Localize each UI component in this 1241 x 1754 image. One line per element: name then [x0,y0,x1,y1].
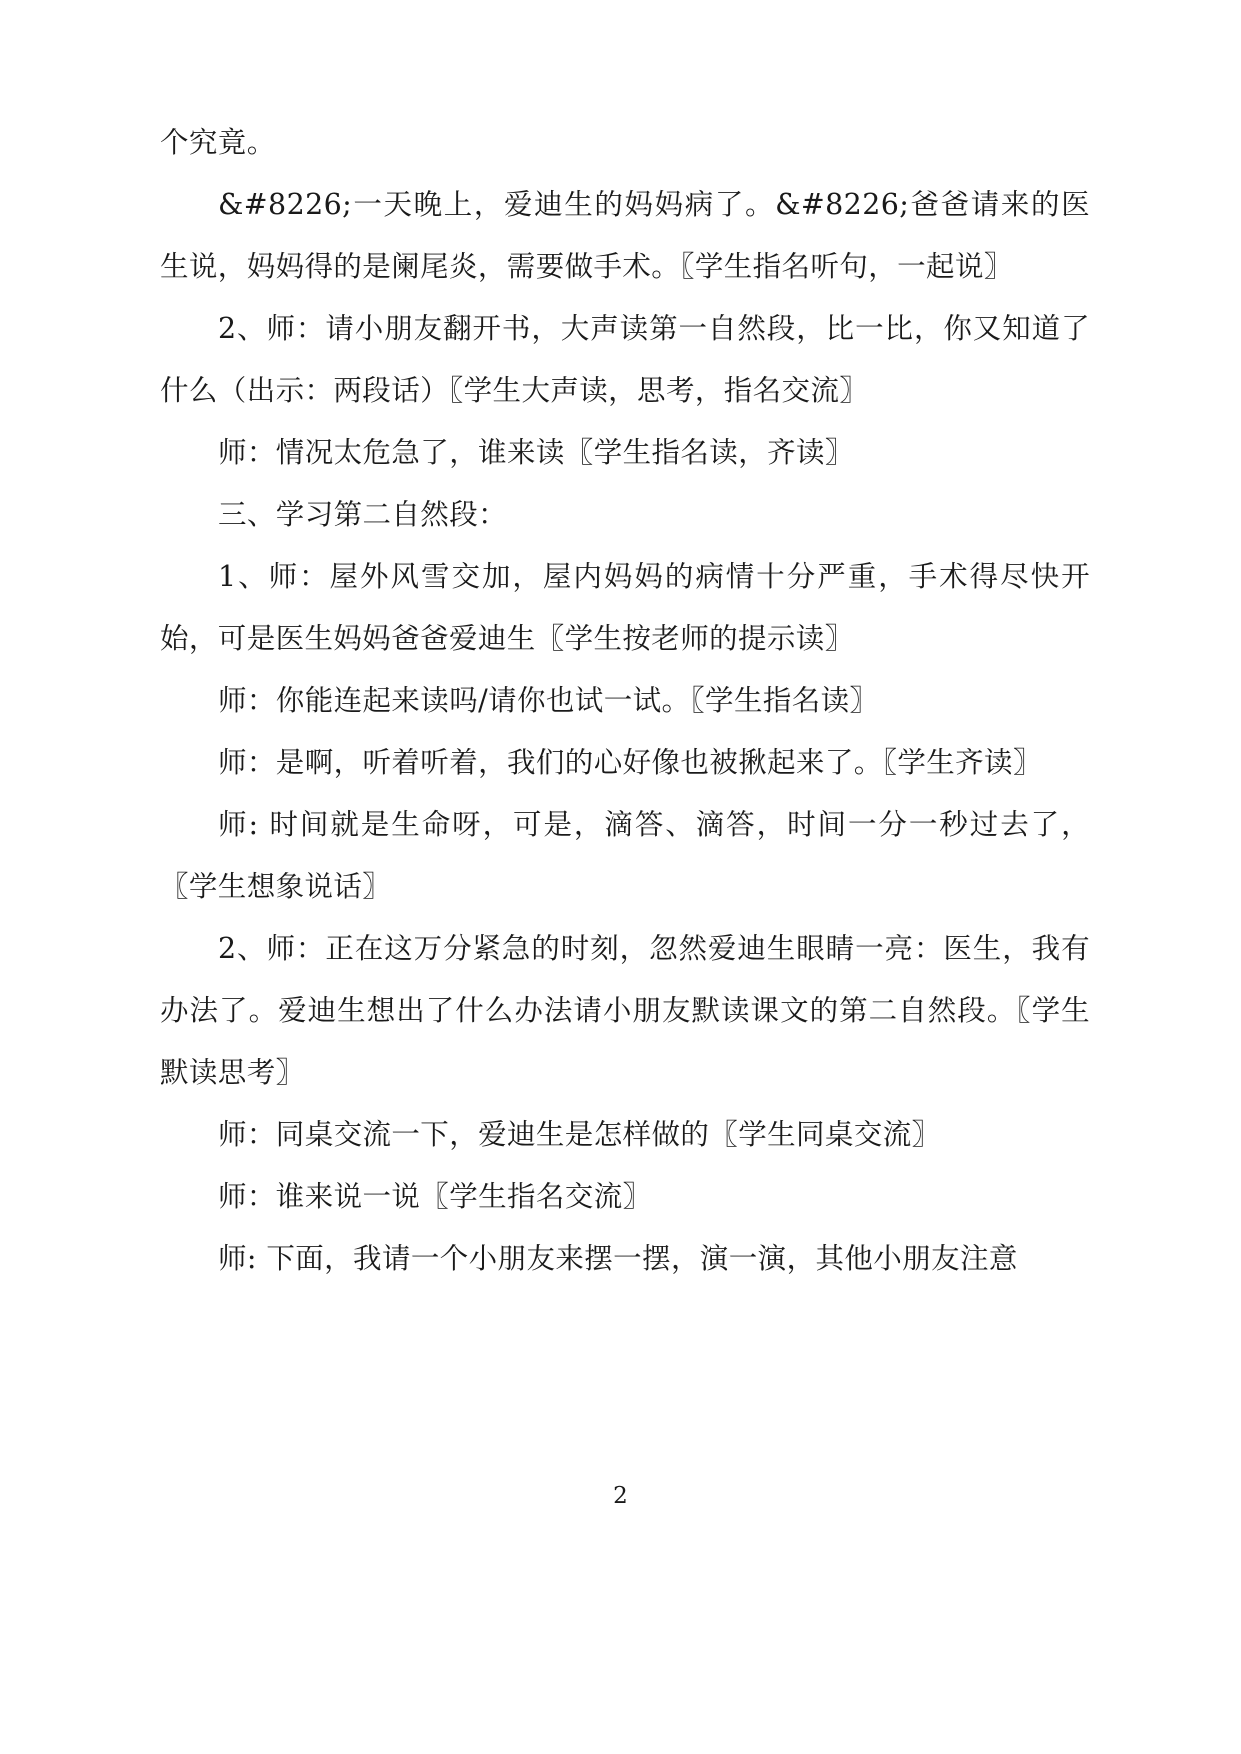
document-body [160,112,1090,1290]
paragraph: 师：谁来说一说〖学生指名交流〗 [218,1180,652,1213]
paragraph: 师: 时间就是生命呀，可是，滴答、滴答，时间一分一秒过去了，〖学生想象说话〗 [160,808,1090,903]
paragraph: 师: 下面，我请一个小朋友来摆一摆，演一演，其他小朋友注意 [218,1242,1018,1275]
paragraph: 师：情况太危急了，谁来读〖学生指名读，齐读〗 [218,436,854,469]
paragraph: 2、师：请小朋友翻开书，大声读第一自然段，比一比，你又知道了什么（出示：两段话）〖学生大声读，思考，指名交流〗 [160,312,1090,407]
paragraph: 1、师：屋外风雪交加，屋内妈妈的病情十分严重，手术得尽快开始，可是医生妈妈爸爸爱迪生〖学生按老师的提示读〗 [160,560,1090,655]
paragraph: 师：同桌交流一下，爱迪生是怎样做的〖学生同桌交流〗 [218,1118,941,1151]
paragraph: 三、学习第二自然段： [218,498,508,531]
page-number: 2 [613,1483,628,1509]
paragraph: 师：是啊，听着听着，我们的心好像也被揪起来了。〖学生齐读〗 [218,746,1042,779]
paragraph: &#8226;一天晚上，爱迪生的妈妈病了。&#8226;爸爸请来的医生说，妈妈得的是阑尾炎，需要做手术。〖学生指名听句，一起说〗 [160,188,1090,283]
paragraph: 个究竟。 [160,126,276,159]
paragraph: 2、师：正在这万分紧急的时刻，忽然爱迪生眼睛一亮：医生，我有办法了。爱迪生想出了什么办法请小朋友默读课文的第二自然段。〖学生默读思考〗 [160,932,1090,1089]
paragraph: 师：你能连起来读吗/请你也试一试。〖学生指名读〗 [218,684,879,717]
